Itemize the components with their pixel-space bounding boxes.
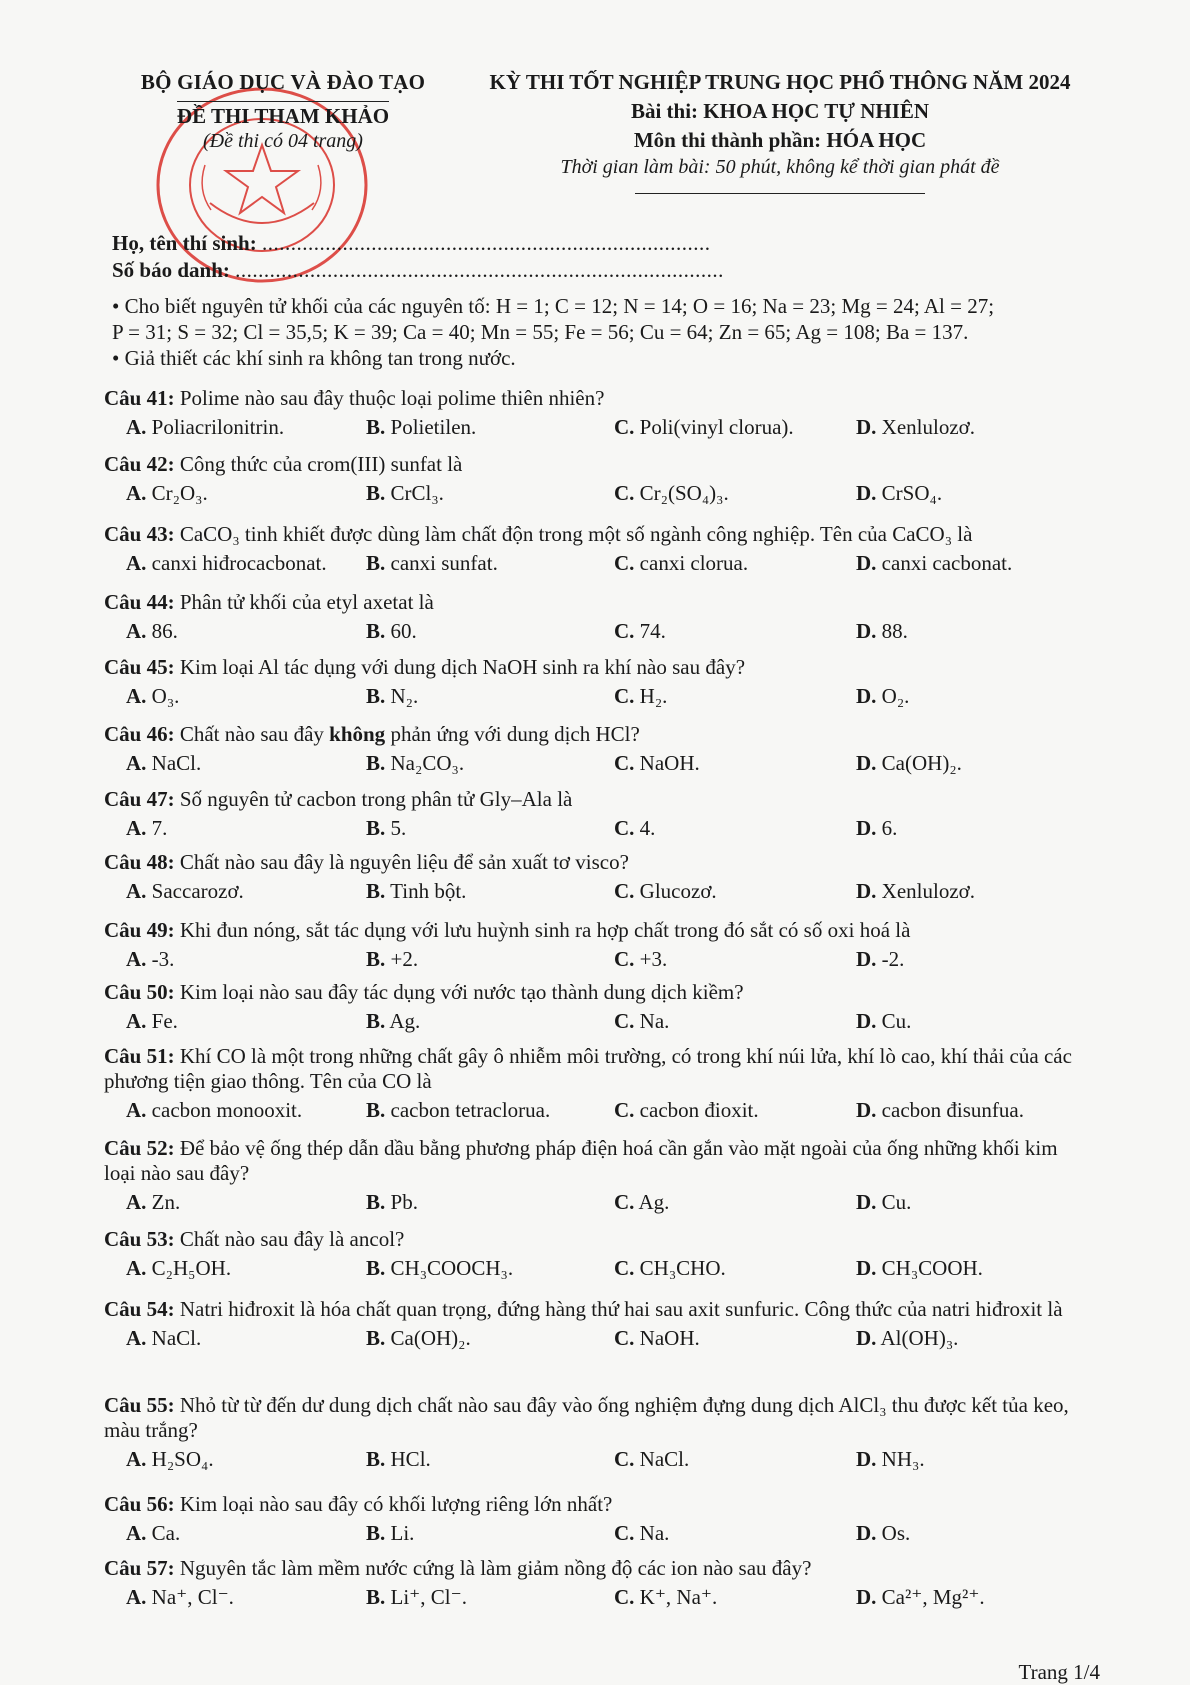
option-c[interactable]: C. +3. <box>614 947 668 971</box>
question-stem: Chất nào sau đây là nguyên liệu để sản xuất tơ visco? <box>179 850 629 874</box>
question-number: Câu 45: <box>104 655 175 679</box>
question-51 <box>104 1044 1084 1126</box>
option-b[interactable]: B. Li⁺, Cl⁻. <box>366 1585 467 1609</box>
option-c[interactable]: C. Na. <box>614 1521 670 1545</box>
question-57 <box>104 1556 1084 1613</box>
gas-assumption-note: • Giả thiết các khí sinh ra không tan trong nước. <box>112 346 516 370</box>
option-d[interactable]: D. NH₃. <box>856 1447 925 1471</box>
option-b[interactable]: B. Polietilen. <box>366 415 477 439</box>
question-stem: Nhỏ từ từ đến dư dung dịch chất nào sau đây vào ống nghiệm đựng dung dịch AlCl₃ thu được kết tủa keo, màu trắng? <box>104 1393 1069 1442</box>
question-52 <box>104 1136 1084 1218</box>
option-b[interactable]: B. 5. <box>366 816 407 840</box>
question-number: Câu 49: <box>104 918 175 942</box>
question-41 <box>104 386 1084 443</box>
question-stem: Số nguyên tử cacbon trong phân tử Gly–Ala là <box>179 787 573 811</box>
candidate-id-label: Số báo danh: <box>112 258 230 282</box>
candidate-name-field[interactable]: .............................................................................. <box>261 231 711 255</box>
option-d[interactable]: D. Xenlulozơ. <box>856 879 976 903</box>
option-d[interactable]: D. cacbon đisunfua. <box>856 1098 1024 1122</box>
option-a[interactable]: A. canxi hiđrocacbonat. <box>126 551 327 575</box>
exam-notes <box>112 293 1052 371</box>
question-stem: CaCO₃ tinh khiết được dùng làm chất độn trong một số ngành công nghiệp. Tên của CaCO₃ là <box>179 522 973 546</box>
header-left <box>118 70 448 153</box>
option-d[interactable]: D. 6. <box>856 816 898 840</box>
document-kind: ĐỀ THI THAM KHẢO <box>177 101 389 129</box>
question-46: Câu 46: Chất nào sau đây không phản ứng với dung dịch HCl? A. NaCl. B. Na₂CO₃. C. NaOH. D. Ca(OH)₂. <box>104 722 962 775</box>
question-number: Câu 57: <box>104 1556 175 1580</box>
option-d[interactable]: D. O₂. <box>856 684 910 708</box>
option-c[interactable]: C. Ag. <box>614 1190 670 1214</box>
question-stem-emphasis: không <box>329 722 386 746</box>
option-a[interactable]: A. H₂SO₄. <box>126 1447 214 1471</box>
option-a[interactable]: A. NaCl. <box>126 1326 202 1350</box>
option-c[interactable]: C. Glucozơ. <box>614 879 717 903</box>
question-number: Câu 56: <box>104 1492 175 1516</box>
question-43 <box>104 522 1084 579</box>
option-d[interactable]: D. 88. <box>856 619 908 643</box>
question-stem: Natri hiđroxit là hóa chất quan trọng, đứng hàng thứ hai sau axit sunfuric. Công thức của natri hiđroxit là <box>179 1297 1063 1321</box>
option-d[interactable]: D. canxi cacbonat. <box>856 551 1013 575</box>
option-d[interactable]: D. CH₃COOH. <box>856 1256 983 1280</box>
exam-title: KỲ THI TỐT NGHIỆP TRUNG HỌC PHỔ THÔNG NĂM 2024 <box>489 70 1071 94</box>
option-a[interactable]: A. Ca. <box>126 1521 181 1545</box>
option-c[interactable]: C. NaOH. <box>614 1326 700 1350</box>
question-number: Câu 51: <box>104 1044 175 1068</box>
option-b[interactable]: B. Li. <box>366 1521 415 1545</box>
option-b[interactable]: B. canxi sunfat. <box>366 551 498 575</box>
subject-name: Môn thi thành phần: HÓA HỌC <box>633 128 927 152</box>
question-number: Câu 55: <box>104 1393 175 1417</box>
candidate-name-label: Họ, tên thí sinh: <box>112 231 257 255</box>
option-c[interactable]: C. H₂. <box>614 684 668 708</box>
option-d[interactable]: D. Al(OH)₃. <box>856 1326 959 1350</box>
question-48 <box>104 850 1084 907</box>
question-number: Câu 44: <box>104 590 175 614</box>
candidate-info <box>112 230 724 284</box>
option-a[interactable]: A. Fe. <box>126 1009 178 1033</box>
option-a[interactable]: A. -3. <box>126 947 175 971</box>
option-c[interactable]: C. Poli(vinyl clorua). <box>614 415 794 439</box>
option-a[interactable]: A. 7. <box>126 816 168 840</box>
option-a[interactable]: A. cacbon monooxit. <box>126 1098 303 1122</box>
question-stem: Chất nào sau đây là ancol? <box>179 1227 405 1251</box>
question-stem: Kim loại nào sau đây có khối lượng riêng lớn nhất? <box>179 1492 613 1516</box>
question-stem: Khí CO là một trong những chất gây ô nhiễm môi trường, có trong khí núi lửa, khí lò cao, khí thải của các phương tiện giao thông. Tên của CO là <box>104 1044 1072 1093</box>
question-stem: Chất nào sau đây <box>179 722 330 746</box>
time-limit: Thời gian làm bài: 50 phút, không kể thời gian phát đề <box>560 156 1000 178</box>
option-d[interactable]: D. Ca²⁺, Mg²⁺. <box>856 1585 985 1609</box>
option-d[interactable]: D. -2. <box>856 947 905 971</box>
candidate-id-field[interactable]: ..................................................................................... <box>235 258 724 282</box>
question-53 <box>104 1227 1084 1284</box>
question-44 <box>104 590 1084 647</box>
question-49 <box>104 918 1084 975</box>
question-number: Câu 54: <box>104 1297 175 1321</box>
question-number: Câu 48: <box>104 850 175 874</box>
option-c[interactable]: C. Cr₂(SO₄)₃. <box>614 481 729 505</box>
option-c[interactable]: C. NaCl. <box>614 1447 690 1471</box>
option-a[interactable]: A. NaCl. <box>126 751 202 775</box>
option-b[interactable]: B. +2. <box>366 947 419 971</box>
question-45 <box>104 655 1084 712</box>
test-name: Bài thi: KHOA HỌC TỰ NHIÊN <box>630 99 930 123</box>
ministry-name: BỘ GIÁO DỤC VÀ ĐÀO TẠO <box>140 70 426 94</box>
option-b[interactable]: B. HCl. <box>366 1447 431 1471</box>
question-stem: Khi đun nóng, sắt tác dụng với lưu huỳnh sinh ra hợp chất trong đó sắt có số oxi hoá là <box>179 918 911 942</box>
option-d[interactable]: D. Ca(OH)₂. <box>856 751 962 775</box>
question-50 <box>104 980 1084 1037</box>
question-stem: Polime nào sau đây thuộc loại polime thiên nhiên? <box>179 386 605 410</box>
option-d[interactable]: D. CrSO₄. <box>856 481 943 505</box>
option-a[interactable]: A. Na⁺, Cl⁻. <box>126 1585 234 1609</box>
option-d[interactable]: D. Os. <box>856 1521 911 1545</box>
question-42 <box>104 452 1084 509</box>
page-number: Trang 1/4 <box>1018 1660 1100 1684</box>
option-c[interactable]: C. NaOH. <box>614 751 700 775</box>
option-a[interactable]: A. Saccarozơ. <box>126 879 244 903</box>
option-c[interactable]: C. K⁺, Na⁺. <box>614 1585 718 1609</box>
option-b[interactable]: B. Pb. <box>366 1190 418 1214</box>
option-b[interactable]: B. CrCl₃. <box>366 481 444 505</box>
atomic-mass-note-cont: P = 31; S = 32; Cl = 35,5; K = 39; Ca = 40; Mn = 55; Fe = 56; Cu = 64; Zn = 65; Ag = 108; Ba = 137. <box>112 320 969 344</box>
question-stem: Kim loại Al tác dụng với dung dịch NaOH sinh ra khí nào sau đây? <box>179 655 746 679</box>
option-a[interactable]: A. Zn. <box>126 1190 181 1214</box>
option-c[interactable]: C. cacbon đioxit. <box>614 1098 759 1122</box>
question-stem: Công thức của crom(III) sunfat là <box>179 452 463 476</box>
option-b[interactable]: B. Ca(OH)₂. <box>366 1326 471 1350</box>
question-stem: Phân tử khối của etyl axetat là <box>179 590 434 614</box>
question-number: Câu 41: <box>104 386 175 410</box>
atomic-mass-note: • Cho biết nguyên tử khối của các nguyên tố: H = 1; C = 12; N = 14; O = 16; Na = 23; Mg = 24; Al = 27; <box>112 294 995 318</box>
option-a[interactable]: A. 86. <box>126 619 178 643</box>
option-c[interactable]: C. 74. <box>614 619 666 643</box>
question-number: Câu 43: <box>104 522 175 546</box>
option-c[interactable]: C. Na. <box>614 1009 670 1033</box>
question-54 <box>104 1297 1084 1354</box>
question-number: Câu 42: <box>104 452 175 476</box>
option-b[interactable]: B. Ag. <box>366 1009 421 1033</box>
option-b[interactable]: B. 60. <box>366 619 417 643</box>
option-b[interactable]: B. cacbon tetraclorua. <box>366 1098 551 1122</box>
option-d[interactable]: D. Xenlulozơ. <box>856 415 976 439</box>
option-a[interactable]: A. O₃. <box>126 684 180 708</box>
question-number: Câu 47: <box>104 787 175 811</box>
question-stem: Nguyên tắc làm mềm nước cứng là làm giảm nồng độ các ion nào sau đây? <box>179 1556 812 1580</box>
question-47 <box>104 787 1084 844</box>
option-b[interactable]: B. CH₃COOCH₃. <box>366 1256 514 1280</box>
question-stem: Để bảo vệ ống thép dẫn dầu bằng phương pháp điện hoá cần gắn vào mặt ngoài của ống những khối kim loại nào sau đây? <box>104 1136 1058 1185</box>
option-d[interactable]: D. Cu. <box>856 1190 912 1214</box>
option-a[interactable]: A. C₂H₅OH. <box>126 1256 232 1280</box>
option-c[interactable]: C. 4. <box>614 816 656 840</box>
header-divider <box>635 193 925 194</box>
option-b[interactable]: B. Na₂CO₃. <box>366 751 465 775</box>
option-c[interactable]: C. canxi clorua. <box>614 551 749 575</box>
page-count-note: (Đề thi có 04 trang) <box>203 130 363 152</box>
question-number: Câu 53: <box>104 1227 175 1251</box>
question-56 <box>104 1492 1084 1549</box>
option-a[interactable]: A. Cr₂O₃. <box>126 481 208 505</box>
question-55 <box>104 1393 1084 1475</box>
question-stem: Kim loại nào sau đây tác dụng với nước tạo thành dung dịch kiềm? <box>179 980 744 1004</box>
header-right <box>480 70 1080 194</box>
option-b[interactable]: B. N₂. <box>366 684 419 708</box>
question-number: Câu 46: <box>104 722 175 746</box>
option-c[interactable]: C. CH₃CHO. <box>614 1256 726 1280</box>
question-number: Câu 50: <box>104 980 175 1004</box>
option-d[interactable]: D. Cu. <box>856 1009 912 1033</box>
option-b[interactable]: B. Tinh bột. <box>366 879 467 903</box>
question-number: Câu 52: <box>104 1136 175 1160</box>
option-a[interactable]: A. Poliacrilonitrin. <box>126 415 285 439</box>
